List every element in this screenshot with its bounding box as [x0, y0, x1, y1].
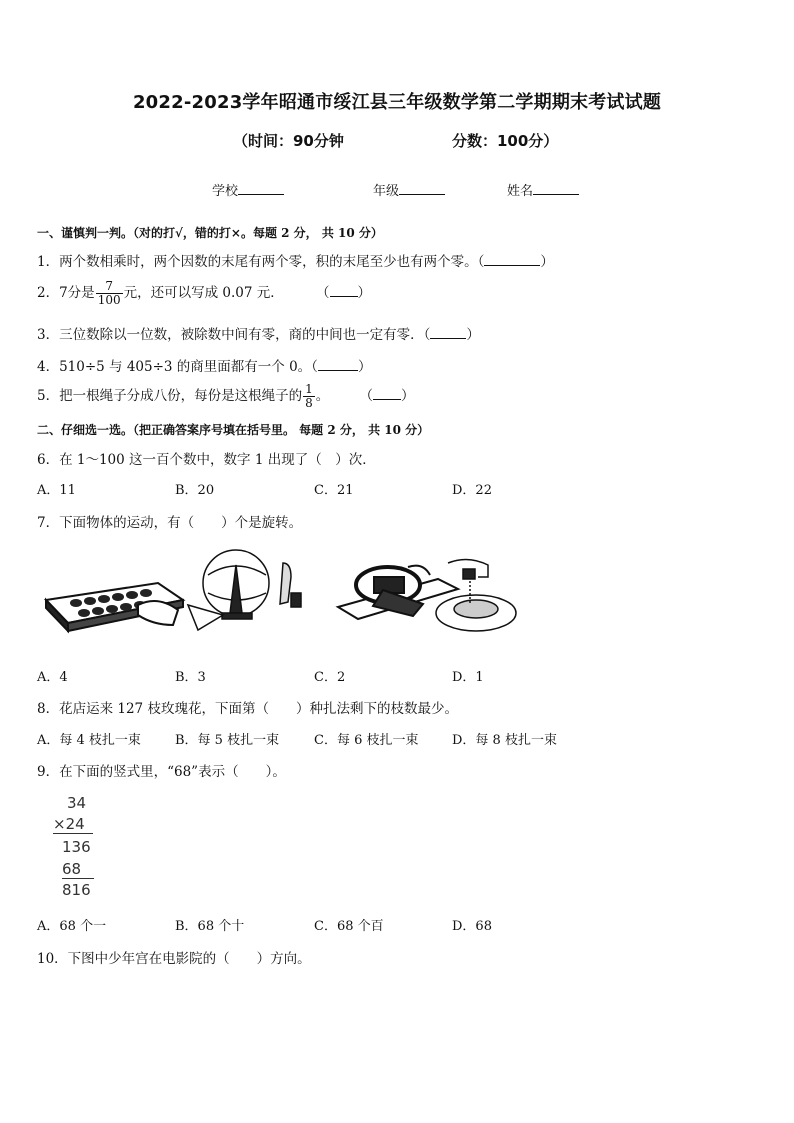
calc-line-5: 816 [62, 881, 91, 899]
q6-option-c[interactable]: C．21 [314, 483, 354, 498]
q9-option-b[interactable]: B．68 个十 [175, 919, 245, 934]
q7-option-c[interactable]: C．2 [314, 670, 346, 685]
faucet-sink-image [436, 559, 516, 631]
fraction-7-100: $\frac{7}{100}$ [97, 279, 121, 307]
q8-option-a[interactable]: A．每 4 枝扎一束 [37, 733, 141, 748]
question-1: 1．两个数相乘时，两个因数的末尾有两个零，积的末尾至少也有两个零。（ ） [37, 254, 554, 270]
question-6: 6．在 1～100 这一百个数中，数字 1 出现了（ ）次． [37, 452, 376, 468]
q6-option-a[interactable]: A．11 [37, 483, 76, 498]
q8-option-d[interactable]: D．每 8 枝扎一束 [452, 733, 557, 748]
question-3: 3．三位数除以一位数，被除数中间有零，商的中间也一定有零．（ ） [37, 327, 480, 343]
question-5: 5．把一根绳子分成八份，每份是这根绳子的 $\frac{1}{8}$ 。 （ ） [37, 382, 415, 410]
q7-option-d[interactable]: D．1 [452, 670, 484, 685]
name-label: 姓名 [507, 184, 534, 199]
q7-option-b[interactable]: B．3 [175, 670, 206, 685]
q8-option-b[interactable]: B．每 5 枝扎一束 [175, 733, 280, 748]
question-7: 7．下面物体的运动，有（ ）个是旋转。 [37, 515, 303, 531]
section-2-heading: 二、仔细选一选。（把正确答案序号填在括号里。 每题 2 分， 共 10 分） [37, 423, 430, 437]
grade-field[interactable] [373, 180, 445, 199]
motion-illustrations [38, 545, 528, 645]
question-9: 9．在下面的竖式里，“68”表示（ ）。 [37, 764, 286, 780]
exam-score: 分数：100分） [452, 132, 559, 150]
grade-label: 年级 [373, 184, 400, 199]
calc-line-4: 68 [62, 860, 94, 879]
exam-time: （时间：90分钟 [233, 132, 344, 150]
fraction-1-8: $\frac{1}{8}$ [305, 382, 313, 410]
calc-line-2: ×24 [53, 815, 93, 834]
abacus-image [46, 583, 183, 631]
q6-option-b[interactable]: B．20 [175, 483, 215, 498]
page-title: 2022-2023学年昭通市绥江县三年级数学第二学期期末考试试题 [132, 92, 662, 113]
question-4: 4．510÷5 与 405÷3 的商里面都有一个 0。（ ） [37, 359, 372, 375]
q7-option-a[interactable]: A．4 [37, 670, 68, 685]
q9-option-d[interactable]: D．68 [452, 919, 492, 934]
name-field[interactable] [507, 180, 579, 199]
q8-option-c[interactable]: C．每 6 枝扎一束 [314, 733, 419, 748]
section-1-heading: 一、谨慎判一判。（对的打√，错的打×。每题 2 分， 共 10 分） [37, 226, 383, 240]
calc-line-1: 34 [67, 794, 87, 812]
q6-option-d[interactable]: D．22 [452, 483, 492, 498]
q9-option-a[interactable]: A．68 个一 [37, 919, 107, 934]
school-label: 学校 [212, 184, 239, 199]
question-2: 2．7分是 $\frac{7}{100}$ 元，还可以写成 0.07 元． （ ） [37, 279, 372, 307]
question-10: 10．下图中少年宫在电影院的（ ）方向。 [37, 951, 311, 967]
question-8: 8．花店运来 127 枝玫瑰花，下面第（ ）种扎法剩下的枝数最少。 [37, 701, 458, 717]
calc-line-3: 136 [62, 838, 91, 856]
globe-hand-image [188, 550, 301, 630]
school-field[interactable] [212, 180, 284, 199]
q9-option-c[interactable]: C．68 个百 [314, 919, 384, 934]
